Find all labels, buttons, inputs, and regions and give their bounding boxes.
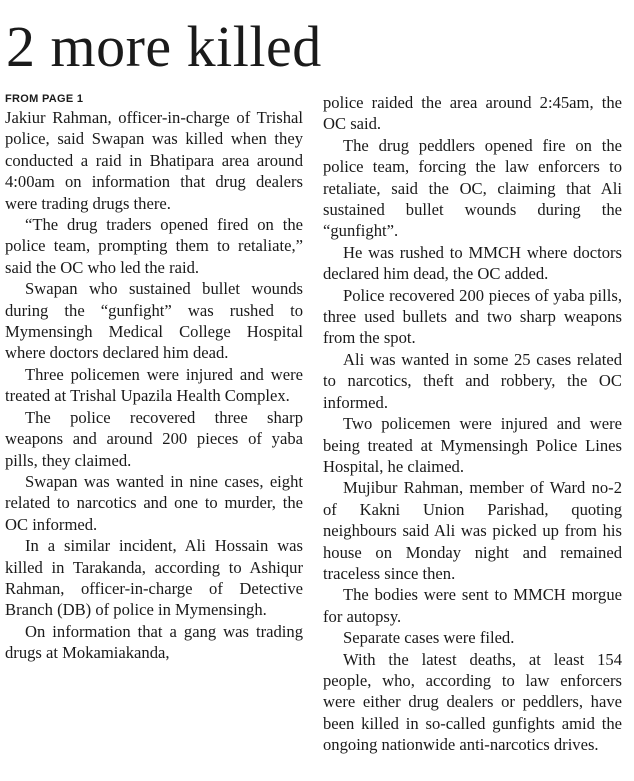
paragraph: The drug peddlers opened fire on the police team, forcing the law enforcers to retaliate, said the OC, claiming that Ali sustained bullet wounds during the “gunfight”. [323,135,622,241]
paragraph: Jakiur Rahman, officer-in-charge of Trishal police, said Swapan was killed when they conducted a raid in Bhatipara area around 4:00am on information that drug dealers were trading drugs there. [5,108,303,213]
article-column-2 [323,92,622,756]
paragraph: Separate cases were filed. [343,628,515,648]
paragraph: “The drug traders opened fired on the police team, prompting them to retaliate,” said the OC who led the raid. [5,215,303,277]
paragraph: On information that a gang was trading drugs at Mokamiakanda, [5,621,303,663]
paragraph: In a similar incident, Ali Hossain was killed in Tarakanda, according to Ashiqur Rahman, officer-in-charge of Detective Branch (DB) of police in Mymensingh. [5,536,303,620]
paragraph: The bodies were sent to MMCH morgue for autopsy. [323,585,622,626]
paragraph: police raided the area around 2:45am, the OC said. [323,93,622,134]
paragraph: Swapan was wanted in nine cases, eight related to narcotics and one to murder, the OC informed. [5,471,303,534]
paragraph: Mujibur Rahman, member of Ward no-2 of Kakni Union Parishad, quoting neighbours said Ali was picked up from his house on Monday night and remained traceless since then. [323,478,622,583]
paragraph: He was rushed to MMCH where doctors declared him dead, the OC added. [323,242,622,284]
paragraph: Three policemen were injured and were treated at Trishal Upazila Health Complex. [5,364,303,406]
paragraph: Ali was wanted in some 25 cases related to narcotics, theft and robbery, the OC informed. [323,349,622,412]
headline: 2 more killed [6,14,322,79]
continuation-kicker: FROM PAGE 1 [5,93,84,105]
paragraph: With the latest deaths, at least 154 people, who, according to law enforcers were either drug dealers or peddlers, have been killed in so-called gunfights amid the ongoing nationwide anti-narcotics drives. [323,649,622,755]
paragraph: The police recovered three sharp weapons and around 200 pieces of yaba pills, they claimed. [5,407,303,470]
paragraph: Police recovered 200 pieces of yaba pills, three used bullets and two sharp weapons from the spot. [323,285,622,348]
paragraph: Two policemen were injured and were being treated at Mymensingh Police Lines Hospital, he claimed. [323,414,622,476]
paragraph: Swapan who sustained bullet wounds during the “gunfight” was rushed to Mymensingh Medical College Hospital where doctors declared him dead. [5,279,303,363]
article-column-1 [5,92,303,664]
